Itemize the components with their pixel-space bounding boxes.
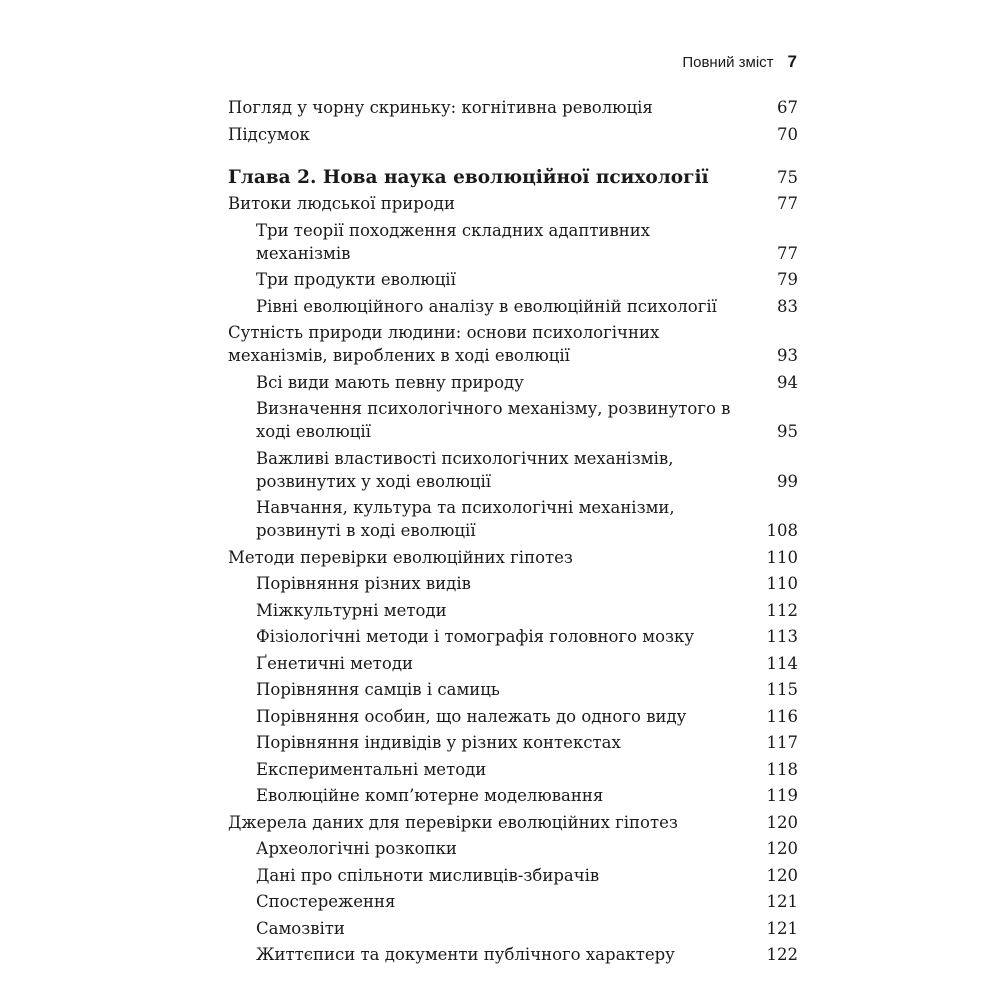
toc-entry-page: 70 [777,124,798,144]
toc-entry-title: Три теорії походження складних адаптивних механізмів [256,220,651,263]
running-head-title: Повний зміст [682,54,774,71]
toc-subentry [228,758,798,781]
toc-entry-title: Методи перевірки еволюційних гіпотез [228,547,573,567]
toc-entry-page: 122 [766,945,798,964]
toc-subentry [228,268,798,291]
page-number: 7 [787,52,797,71]
toc-entry-title: Експериментальні методи [256,759,487,779]
toc-subentry [228,572,798,595]
toc-entry-title: Археологічні розкопки [256,839,457,858]
toc-entry-title: Порівняння індивідів у різних контекстах [256,733,621,752]
toc-entry-title: Самозвіти [256,918,345,938]
toc-entry-page: 113 [766,627,798,646]
toc-entry [228,96,798,119]
toc-subentry [228,678,798,701]
toc-entry-page: 114 [766,653,798,673]
toc-entry-title: Підсумок [228,124,310,144]
toc-subentry [228,397,798,443]
chapter-title: Глава 2. Нова наука еволюційної психології [228,166,709,188]
toc-entry-page: 99 [777,471,798,491]
toc-entry-title: Визначення психологічного механізму, розвинутого в ході еволюції [256,399,731,441]
toc-subentry [228,447,798,493]
toc-entry-page: 120 [766,865,798,885]
toc-entry-page: 119 [766,786,798,805]
toc-entry-title: Фізіологічні методи і томографія головного мозку [256,627,695,646]
toc-entry-page: 115 [766,680,798,699]
toc-entry-page: 93 [777,346,798,365]
toc-entry-title: Порівняння особин, що належать до одного виду [256,706,687,726]
toc-entry-title: Важливі властивості психологічних механізмів, розвинутих у ході еволюції [256,448,674,491]
toc-entry [228,321,798,367]
toc-subentry [228,496,798,542]
toc-subentry [228,943,798,966]
toc-entry-page: 77 [777,194,798,213]
toc-entry-title: Джерела даних для перевірки еволюційних гіпотез [228,812,678,832]
toc-entry-title: Три продукти еволюції [256,270,456,289]
toc-entry-page: 121 [766,918,798,938]
table-of-contents [228,96,798,970]
toc-entry-page: 121 [766,892,798,911]
toc-entry-page: 110 [766,574,798,593]
toc-entry-title: Міжкультурні методи [256,600,447,620]
toc-entry-title: Ґенетичні методи [256,653,413,673]
toc-subentry [228,837,798,860]
toc-entry-page: 118 [766,759,798,779]
toc-entry-page: 83 [777,296,798,316]
toc-entry-title: Рівні еволюційного аналізу в еволюційній психології [256,296,717,316]
toc-entry-page: 108 [766,521,798,540]
toc-entry-page: 120 [766,839,798,858]
toc-entry-title: Життєписи та документи публічного характеру [256,945,675,964]
toc-subentry [228,371,798,394]
toc-entry-title: Спостереження [256,892,396,911]
toc-subentry [228,890,798,913]
toc-entry-page: 77 [777,243,798,263]
toc-entry-title: Порівняння різних видів [256,574,471,593]
toc-subentry [228,784,798,807]
toc-entry-page: 75 [777,167,798,187]
toc-entry-page: 94 [777,372,798,392]
toc-entry [228,192,798,215]
toc-entry-page: 79 [777,270,798,289]
toc-entry-title: Погляд у чорну скриньку: когнітивна революція [228,98,653,117]
toc-subentry [228,731,798,754]
toc-subentry [228,599,798,622]
toc-entry-page: 67 [777,98,798,117]
toc-entry-title: Порівняння самців і самиць [256,680,500,699]
toc-entry-title: Еволюційне комп’ютерне моделювання [256,786,604,805]
toc-subentry [228,295,798,318]
toc-subentry [228,864,798,887]
toc-entry-title: Витоки людської природи [228,194,455,213]
toc-subentry [228,219,798,265]
toc-entry-page: 112 [766,600,798,620]
toc-subentry [228,652,798,675]
toc-subentry [228,917,798,940]
toc-subentry [228,625,798,648]
toc-subentry [228,705,798,728]
toc-entry-title: Всі види мають певну природу [256,372,524,392]
toc-entry [228,123,798,146]
toc-entry-page: 117 [766,733,798,752]
toc-chapter-heading [228,166,798,189]
toc-entry [228,546,798,569]
running-head [682,52,797,72]
toc-entry-title: Дані про спільноти мисливців-збирачів [256,865,600,885]
toc-entry-title: Сутність природи людини: основи психологічних механізмів, вироблених в ході еволюції [228,323,660,365]
toc-entry-page: 120 [766,812,798,832]
toc-entry [228,811,798,834]
toc-entry-page: 116 [766,706,798,726]
toc-entry-page: 95 [777,422,798,441]
toc-entry-page: 110 [766,547,798,567]
toc-entry-title: Навчання, культура та психологічні механізми, розвинуті в ході еволюції [256,498,675,540]
